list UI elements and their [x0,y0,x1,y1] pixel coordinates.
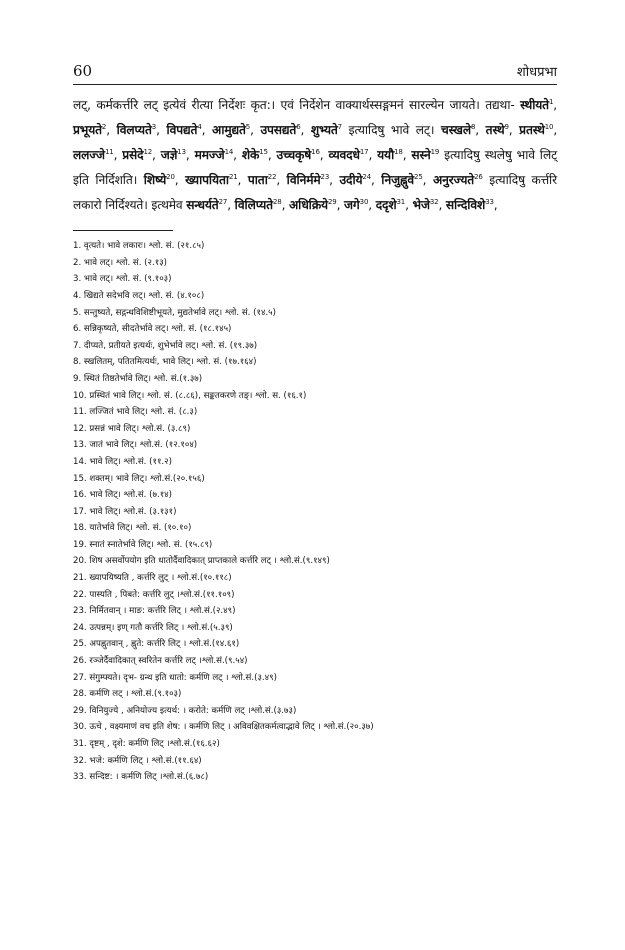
footnote-item: 25. अपह्नुतवान् , ह्नुते: कर्त्तरि लिट् । श्लो.सं.(१४.६१) [73,639,240,650]
highlighted-term: विनिर्ममे [286,173,321,187]
footnote-ref: 6 [296,122,301,131]
footnote-item: 22. पास्यति , पिबते: कर्त्तरि लुट् ।श्लो.सं.(११.१०९) [73,589,235,600]
footnote-ref: 22 [267,172,277,181]
footnote-ref: 27 [218,197,228,206]
footnote-ref: 23 [320,172,330,181]
highlighted-term: विलप्यते [116,123,152,137]
highlighted-term: उदीये [339,173,363,187]
body-text: , [227,198,235,212]
highlighted-term: आमुद्यते [212,123,246,137]
footnote-ref: 1 [548,97,554,106]
body-text: , [405,198,413,212]
footnote-item: 30. ऊचे , वक्ष्यमाणं वच इति शेष: । कर्मणि लिट् । अविवक्षितकर्मत्वाद्भावे लिट् । श्लो.सं.(२०.३७) [73,722,374,733]
body-text: इत्यादिषु कर्त्तरि लकारो निर्दिश्यते। इत्थमेव [73,173,558,212]
body-text: , [237,173,248,187]
body-text: , [475,123,486,137]
footnote-ref: 25 [414,172,423,181]
footnote-item: 7. दीप्यते, प्रतीयते इत्यर्थः, शुभेर्भावे लट्। श्लो. सं. (१९.३७) [73,340,258,351]
highlighted-term: स्थीयते [520,98,549,112]
footnote-item: 29. विनियुज्ये , अनियोज्य इत्यर्थ: । करोते: कर्मणि लट् ।श्लो.सं.(३.७३) [73,705,297,716]
footnote-ref: 33 [485,197,494,206]
footnote-item: 18. यातेर्भावे लिट्। श्लो. सं. (१०.१०) [73,523,192,534]
footnote-ref: 4 [197,122,202,131]
footnote-ref: 16 [311,147,320,156]
footnote-item: 4. खिद्यते सदेभवि लट्। श्लो. सं. (४.१०८) [73,290,205,301]
page-header [73,62,557,85]
body-text: , [106,123,117,137]
highlighted-term: सन्धर्यते [186,198,219,212]
highlighted-term: प्रभूयते [73,123,102,137]
footnote-ref: 9 [504,122,509,131]
footnote-ref: 8 [470,122,476,131]
highlighted-term: प्रतस्थे [519,123,545,137]
footnote-item: 8. स्खलितम्, पतितमित्यर्थः, भावे लिट्। श्लो. सं. (१७.१६४) [73,357,257,368]
footnote-item: 31. दृष्टम् , दृशे: कर्मणि लिट् ।श्लो.सं.(१६.६२) [73,739,220,749]
highlighted-term: उच्चकृषे [276,148,312,162]
body-text: , [156,123,167,137]
footnote-item: 12. प्रसन्नं भावे लिट्। श्लो.सं. (३.८९) [73,423,191,434]
highlighted-term: भेजे [412,198,430,212]
body-text: , [370,173,382,187]
body-text: , [281,198,290,212]
body-text: , [402,148,412,162]
footnote-item: 14. भावे लिट्। श्लो.सं. (११.२) [73,456,172,467]
body-text: , [319,148,329,162]
body-text: , [422,173,433,187]
document-page [73,62,557,786]
highlighted-term: अधिक्रिये [289,198,328,212]
footnote-ref: 30 [359,197,369,206]
footnote-ref: 28 [272,197,282,206]
highlighted-term: सस्ने [411,148,431,162]
footnote-ref: 31 [396,197,406,206]
footnote-item: 19. स्नातं स्नातेर्भावे लिट्। श्लो. सं. (१५.८९) [73,539,213,550]
footnote-item: 33. सन्दिष्ट: । कर्मणि लिट् ।श्लो.सं.(६.७८) [73,772,209,783]
footnote-ref: 24 [362,172,371,181]
footnote-ref: 2 [101,122,107,131]
footnote-item: 27. संगुम्फ्यते। दृभ- ग्रन्थ इति धातो: कर्मणि लट् । श्लो.सं.(३.४९) [73,672,277,683]
footnote-item: 15. शक्तम्। भावे लिट्। श्लो.सं.(२०.१५६) [73,473,205,484]
footnote-item: 26. रञ्जेर्दैवादिकात् स्वरितेन कर्त्तरि लट् ।श्लो.सं.(९.५४) [73,656,248,667]
body-text: , [438,198,446,212]
body-text: , [553,123,558,137]
footnote-ref: 11 [104,147,114,156]
footnote-ref: 10 [544,122,554,131]
body-text: , [336,198,345,212]
highlighted-term: व्यवदधे [328,148,360,162]
highlighted-term: तस्थे [485,123,505,137]
running-head: शोधप्रभा [516,65,557,80]
highlighted-term: ददृशे [375,198,397,212]
footnote-item: 6. सन्निकृष्यते, सीदतेर्भावे लट्। श्लो. सं. (१८.१४५) [73,324,232,335]
highlighted-term: सन्दिविशे [445,198,486,212]
highlighted-term: अनुरज्यते [432,173,475,187]
footnote-ref: 18 [394,147,403,156]
footnote-item: 28. कर्मणि लट् । श्लो.सं.(९.१०३) [73,689,182,700]
body-text: , [493,198,498,212]
footnote-item: 11. लज्जितं भावे लिट्। श्लो. सं. (८.३) [73,407,198,418]
footnote-ref: 20 [166,172,175,181]
body-text: , [233,148,242,162]
footnote-ref: 15 [259,147,268,156]
footnote-ref: 29 [327,197,337,206]
highlighted-term: ललज्जे [73,148,105,162]
highlighted-term: विपद्यते [166,123,198,137]
footnote-ref: 12 [143,147,153,156]
highlighted-term: शुभ्यते [310,123,338,137]
footnote-ref: 5 [245,122,251,131]
footnote-item: 2. भावे लट्। श्लो. सं. (२.१३) [73,257,168,268]
highlighted-term: पाता [247,173,268,187]
footnote-divider [73,230,173,231]
highlighted-term: जज्ञे [160,148,178,162]
body-text: , [113,148,123,162]
footnote-item: 9. स्थितं तिष्ठतेर्भावे लिट्। श्लो. सं.(१.३७) [73,373,203,384]
body-text: , [508,123,520,137]
highlighted-term: निजुह्नुवे [381,173,415,187]
footnote-ref: 26 [474,172,483,181]
body-text: लट्, कर्मकर्त्तरि लट् इत्येवं रीत्या निर्देशः कृत:। एवं निर्देशेन वाक्यार्थस्सङ्गमनं सारल्येन जायते। तद्यथा- [73,98,521,112]
body-text: , [329,173,340,187]
highlighted-term: ममज्जे [194,148,225,162]
footnote-item: 1. वृत्यते। भावे लकारः। श्लो. सं. (२१.८५) [73,241,205,252]
footnote-ref: 7 [337,122,342,131]
footnote-item: 13. जातं भावे लिट्। श्लो.सं. (१२.१०४) [73,440,198,451]
highlighted-term: जगे [344,198,360,212]
footnote-item: 5. सन्तुष्यते, सद्गन्धविशिष्टीभूयते, मुद्यतेर्भावे लट्। श्लो. सं. (१४.५) [73,307,276,318]
body-paragraph [73,93,557,218]
footnotes [73,238,557,786]
footnote-item: 21. ख्यापयिष्यति , कर्त्तरि लुट् । श्लो.सं.(१०.११८) [73,573,232,584]
footnote-ref: 21 [228,172,238,181]
footnote-ref: 13 [177,147,186,156]
footnote-ref: 19 [430,147,440,156]
footnote-item: 23. निर्मितवान् । माङ: कर्त्तरि लिट् । श्लो.सं.(२.४९) [73,606,236,617]
body-text: , [368,148,378,162]
footnote-item: 3. भावे लट्। श्लो. सं. (९.१०३) [73,274,172,285]
highlighted-term: ख्यापयिता [185,173,229,187]
footnote-item: 20. शिष असर्वोपयोग इति धातोर्दैवादिकात् प्राप्तकाले कर्त्तरि लट् । श्लो.सं.(९.१४९) [73,556,330,567]
footnote-item: 17. भावे लिट्। श्लो.सं. (३.१३१) [73,506,177,517]
body-text: , [300,123,311,137]
footnote-item: 32. भजे: कर्मणि लिट् । श्लो.सं.(११.६४) [73,755,202,766]
body-text: , [250,123,261,137]
body-text: , [553,98,557,112]
footnote-ref: 17 [359,147,369,156]
body-text: , [174,173,186,187]
page-number: 60 [73,62,93,80]
body-text: इत्यादिषु भावे लट्। [341,123,441,137]
highlighted-term: शेके [241,148,260,162]
footnote-item: 10. प्रस्थितं भावे लिट्। श्लो. सं. (८.८६), सङ्कतकरणे तङ्। श्लो. स. (१६.१) [73,390,307,401]
body-text: , [368,198,376,212]
footnote-item: 16. भावे लिट्। श्लो.सं. (७.१४) [73,490,172,501]
highlighted-term: उपसद्यते [260,123,297,137]
highlighted-term: शिष्ये [143,173,167,187]
body-text: , [185,148,195,162]
body-text: , [201,123,213,137]
highlighted-term: चस्खले [440,123,471,137]
footnote-ref: 32 [429,197,439,206]
footnote-ref: 14 [224,147,234,156]
highlighted-term: ययौ [377,148,395,162]
footnote-item: 24. उत्पन्नम्। इण् गतौ कर्त्तरि लिट् । श्लो.सं.(५.३९) [73,622,233,633]
highlighted-term: विलिप्यते [234,198,273,212]
body-text: इत्यादिषु स्थलेषु भावे लिट् इति निर्दिशति। [73,148,558,187]
body-text: , [276,173,287,187]
highlighted-term: प्रसेदे [122,148,144,162]
body-text: , [152,148,161,162]
footnote-ref: 3 [151,122,157,131]
body-text: , [267,148,277,162]
